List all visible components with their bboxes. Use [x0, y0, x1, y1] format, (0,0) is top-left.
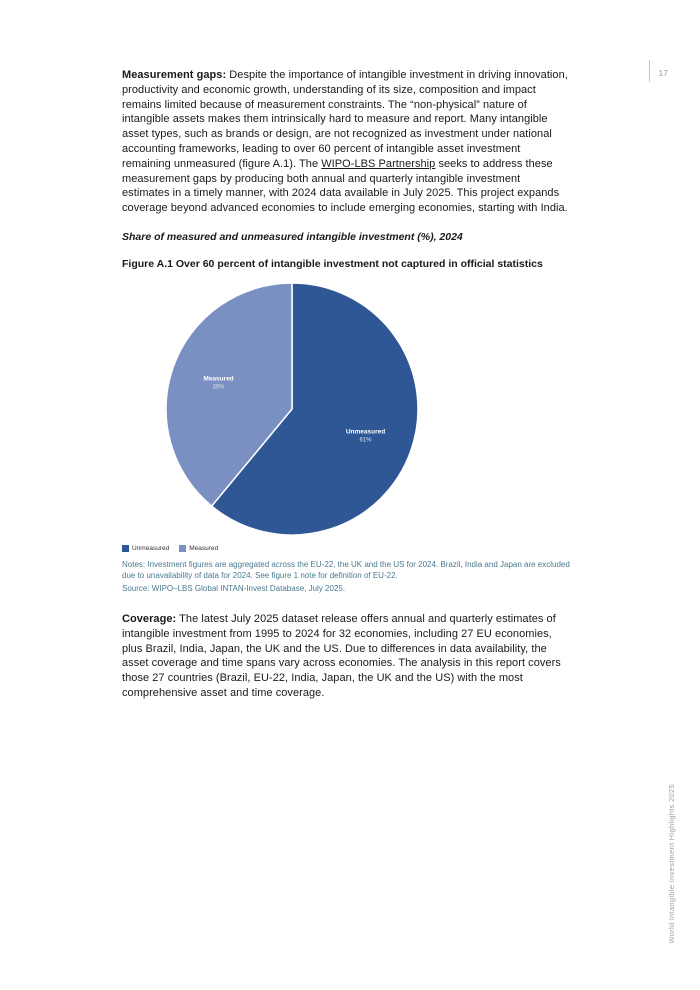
measurement-gaps-text-2: seeks to address these measurement gaps by producing both annual and quarterly intangible investment estimates in a timely manner, with 2024 data available in July 2025. This project expands coverage beyond advanced economies to include emerging economies, starting with India.: [122, 157, 568, 215]
measurement-gaps-text-1: Despite the importance of intangible investment in driving innovation, productivity and economic growth, understanding of its size, composition and impact remains limited because of measurement constraints. The “non-physical” nature of intangible assets makes them intrinsically hard to measure and report. Many intangible asset types, such as brands or design, are not recognized as investment under national accounting frameworks, leading to over 60 percent of intangible asset investment remaining unmeasured (figure A.1). The: [122, 69, 568, 170]
legend-swatch-measured: [179, 545, 186, 552]
coverage-lead: Coverage:: [122, 613, 177, 625]
legend-label-measured: Measured: [189, 545, 219, 552]
pie-chart-svg: [122, 280, 570, 540]
figure-notes: Notes: Investment figures are aggregated across the EU-22, the UK and the US for 2024. Brazil, India and Japan are excluded due to unavailability of data for 2024. See figure 1 note for definition of EU-22.: [122, 560, 570, 580]
figure-subtitle: Share of measured and unmeasured intangible investment (%), 2024: [122, 231, 463, 243]
chart-legend: [122, 545, 218, 552]
pie-label-measured: Measured: [203, 375, 234, 383]
page-number-rule: [649, 60, 650, 82]
coverage-paragraph: [122, 612, 570, 701]
legend-label-unmeasured: Unmeasured: [132, 545, 170, 552]
wipo-lbs-partnership-link[interactable]: WIPO-LBS Partnership: [321, 157, 436, 170]
measurement-gaps-section: [122, 68, 570, 216]
figure-caption-block: [122, 258, 570, 270]
measurement-gaps-lead: Measurement gaps:: [122, 69, 227, 81]
pie-value-unmeasured: 61%: [359, 437, 372, 444]
measurement-gaps-paragraph: [122, 68, 570, 216]
pie-chart: [122, 280, 570, 540]
figure-caption: Figure A.1 Over 60 percent of intangible investment not captured in official statistics: [122, 258, 543, 270]
coverage-section: [122, 612, 570, 701]
pie-value-measured: 39%: [212, 384, 225, 391]
page-number-block: [649, 60, 668, 82]
legend-swatch-unmeasured: [122, 545, 129, 552]
coverage-text: The latest July 2025 dataset release offers annual and quarterly estimates of intangible investment from 1995 to 2024 for 32 economies, including 27 EU economies, plus Brazil, India, Japan, the UK and the US. Due to differences in data availability, the asset coverage and time spans vary across economies. The analysis in this report covers those 27 countries (Brazil, EU-22, India, Japan, the UK and the US) with the most comprehensive asset and time coverage.: [122, 613, 561, 699]
legend-item-unmeasured: [122, 545, 169, 552]
figure-source: Source: WIPO–LBS Global INTAN-Invest Database, July 2025.: [122, 584, 346, 593]
legend-item-measured: [179, 545, 218, 552]
figure-subtitle-block: [122, 231, 570, 243]
page-number: 17: [658, 68, 668, 78]
report-side-label: World Intangible Investment Highlights 2025: [667, 784, 676, 944]
pie-label-unmeasured: Unmeasured: [345, 428, 386, 436]
